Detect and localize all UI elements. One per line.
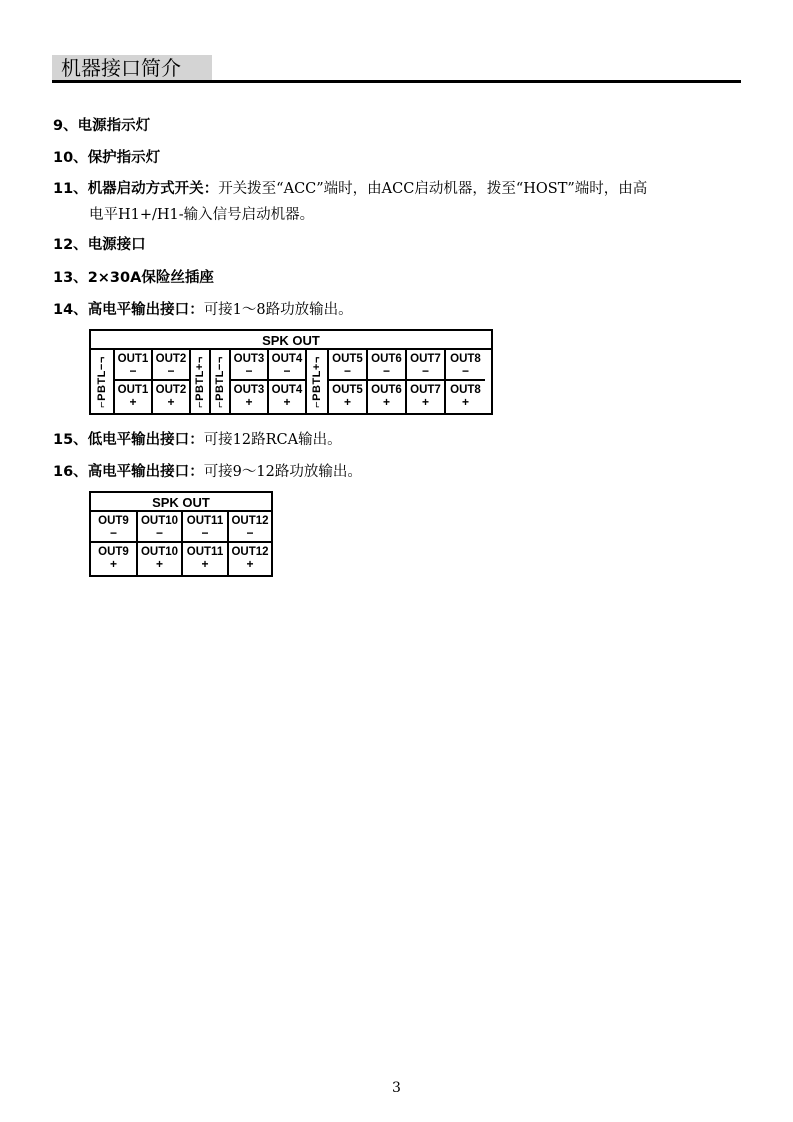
list-item-9 — [53, 113, 743, 139]
minus-terminal: − — [461, 364, 469, 378]
channel-label: OUT11 — [186, 546, 224, 558]
item-title: 高电平输出接口 — [87, 302, 190, 318]
item-title: 机器启动方式开关 — [87, 181, 204, 197]
minus-terminal: − — [155, 526, 163, 540]
list-item-16 — [53, 459, 743, 485]
channel-label: OUT8 — [450, 384, 481, 396]
minus-terminal: − — [421, 364, 429, 378]
item-number: 13、 — [53, 270, 88, 286]
plus-terminal: + — [246, 557, 254, 571]
minus-terminal: − — [343, 364, 351, 378]
channel-label: OUT3 — [233, 384, 265, 396]
channel-label: OUT4 — [271, 384, 303, 396]
spk-out-table-2 — [89, 491, 273, 577]
minus-terminal: − — [245, 364, 253, 378]
plus-terminal: + — [155, 557, 163, 571]
plus-terminal: + — [129, 395, 137, 409]
plus-terminal: + — [283, 395, 291, 409]
plus-terminal: + — [201, 557, 209, 571]
channel-label: OUT9 — [98, 515, 129, 527]
item-number: 10、 — [53, 150, 88, 166]
item-number: 9、 — [53, 118, 78, 134]
item-number: 11、 — [53, 181, 88, 197]
list-item-12 — [53, 232, 743, 258]
item-title: 电源接口 — [87, 237, 146, 253]
channel-label: OUT4 — [271, 353, 303, 365]
plus-terminal: + — [382, 395, 390, 409]
minus-terminal: − — [201, 526, 209, 540]
channel-label: OUT1 — [117, 353, 149, 365]
minus-terminal: − — [167, 364, 175, 378]
spk-out-title: SPK OUT — [91, 331, 491, 350]
channel-label: OUT5 — [332, 353, 363, 365]
list-item-14 — [53, 297, 743, 323]
channel-label: OUT6 — [371, 384, 402, 396]
item-title: 电源指示灯 — [77, 118, 151, 134]
item-number: 15、 — [53, 432, 88, 448]
channel-label: OUT11 — [186, 515, 224, 527]
minus-terminal: − — [246, 526, 254, 540]
channel-out2 — [151, 350, 189, 413]
item-separator: ： — [203, 181, 219, 197]
minus-terminal: − — [382, 364, 390, 378]
channel-out4 — [267, 350, 305, 413]
channel-label: OUT2 — [155, 353, 187, 365]
list-item-11 — [53, 176, 743, 228]
item-title: 低电平输出接口 — [87, 432, 190, 448]
list-item-10 — [53, 145, 743, 171]
channel-label: OUT8 — [450, 353, 481, 365]
channel-label: OUT10 — [140, 515, 179, 527]
channel-out10 — [136, 512, 181, 575]
item-title: 保护指示灯 — [87, 150, 161, 166]
channel-out9 — [91, 512, 136, 575]
section-title: 机器接口简介 — [61, 56, 181, 80]
channel-label: OUT10 — [140, 546, 179, 558]
channel-label: OUT12 — [231, 515, 269, 527]
pbtl-plus-label: ⌐PBTL+¬ — [189, 350, 209, 413]
channel-out6 — [366, 350, 405, 413]
plus-terminal: + — [343, 395, 351, 409]
channel-label: OUT3 — [233, 353, 265, 365]
channel-out7 — [405, 350, 444, 413]
pbtl-minus-label: ⌐PBTL−¬ — [96, 355, 108, 408]
list-item-15 — [53, 427, 743, 453]
channel-out5 — [327, 350, 366, 413]
section-header-tab — [52, 55, 212, 81]
channel-label: OUT7 — [410, 353, 441, 365]
channel-out8 — [444, 350, 485, 413]
plus-terminal: + — [421, 395, 429, 409]
plus-terminal: + — [461, 395, 469, 409]
channel-label: OUT1 — [117, 384, 149, 396]
channel-out3 — [229, 350, 267, 413]
channel-label: OUT12 — [231, 546, 269, 558]
item-description: 可接1～8路功放输出。 — [203, 302, 353, 318]
minus-terminal: − — [283, 364, 291, 378]
pbtl-plus-label: ⌐PBTL+¬ — [305, 350, 327, 413]
item-title: 高电平输出接口 — [87, 464, 190, 480]
page-number: 3 — [392, 1080, 401, 1096]
spk-out-table-1 — [89, 329, 493, 415]
channel-label: OUT7 — [410, 384, 441, 396]
item-number: 16、 — [53, 464, 88, 480]
plus-terminal: + — [109, 557, 117, 571]
spk-out-title: SPK OUT — [91, 493, 271, 512]
channel-label: OUT9 — [98, 546, 129, 558]
channel-label: OUT2 — [155, 384, 187, 396]
item-description-continued: 电平H1+/H1-输入信号启动机器。 — [89, 207, 315, 223]
minus-terminal: − — [129, 364, 137, 378]
item-number: 12、 — [53, 237, 88, 253]
channel-out11 — [181, 512, 227, 575]
item-description: 开关拨至“ACC”端时，由ACC启动机器，拨至“HOST”端时，由高 — [218, 181, 648, 197]
channel-out1 — [113, 350, 151, 413]
minus-terminal: − — [109, 526, 117, 540]
item-number: 14、 — [53, 302, 88, 318]
channel-label: OUT6 — [371, 353, 402, 365]
plus-terminal: + — [167, 395, 175, 409]
header-rule — [52, 80, 741, 83]
channel-label: OUT5 — [332, 384, 363, 396]
item-separator: ： — [189, 302, 204, 318]
pbtl-minus-label: ⌐PBTL−¬ — [209, 350, 229, 413]
plus-terminal: + — [245, 395, 253, 409]
item-title: 2×30A保险丝插座 — [87, 270, 214, 286]
item-separator: ： — [189, 432, 204, 448]
channel-out12 — [227, 512, 271, 575]
list-item-13 — [53, 265, 743, 291]
item-description: 可接9～12路功放输出。 — [203, 464, 362, 480]
item-description: 可接12路RCA输出。 — [203, 432, 342, 448]
item-separator: ： — [189, 464, 204, 480]
